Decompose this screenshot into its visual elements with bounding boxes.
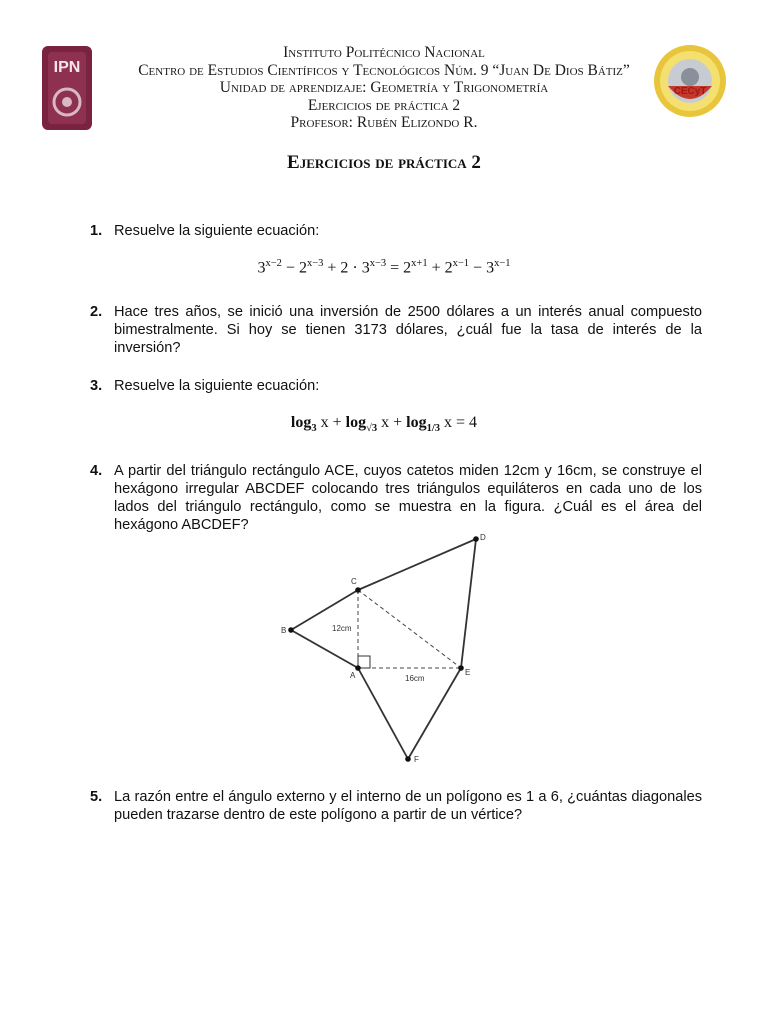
exercise-number: 2. xyxy=(90,304,103,320)
label-c: C xyxy=(351,577,357,586)
segment-ce xyxy=(358,590,461,668)
vertex-a xyxy=(355,665,361,671)
label-leg-ae: 16cm xyxy=(405,674,425,683)
exercise-text: Resuelve la siguiente ecuación: xyxy=(114,378,320,394)
exercise-text: Hace tres años, se inició una inversión de 2500 dólares a un interés anual compuesto bimestralmente. Si hoy se tienen 3173 dólares, ¿cuál fue la tasa de interés de la inversión? xyxy=(114,304,702,356)
equation-exponential: $3^{x-2} - 2^{x-3} + 2 \cdot 3^{x-3} = 2^{x+1} + 2^{x-1} - 3^{x-1}$ xyxy=(257,258,511,277)
exercise-number: 4. xyxy=(90,463,103,479)
label-b: B xyxy=(281,626,287,635)
header-school: Centro de Estudios Científicos y Tecnológicos Núm. 9 “Juan De Dios Bátiz” xyxy=(138,61,630,79)
header-institution: Instituto Politécnico Nacional xyxy=(283,44,485,61)
exercise-text: A partir del triángulo rectángulo ACE, cuyos catetos miden 12cm y 16cm, se construye el hexágono irregular ABCDEF colocando tres triángulos equiláteros en cada uno de los lados del triángulo rectángulo, como se muestra en la figura. ¿Cuál es el área del hexágono ABCDEF? xyxy=(114,463,702,533)
header-assignment: Ejercicios de práctica 2 xyxy=(307,96,461,114)
header-course: Unidad de aprendizaje: Geometría y Trigonometría xyxy=(219,79,549,96)
label-a: A xyxy=(350,671,356,680)
cecyt-logo-text: CECyT xyxy=(673,86,707,97)
exercise-4 xyxy=(90,462,702,534)
vertex-f xyxy=(405,756,411,762)
label-leg-ac: 12cm xyxy=(332,624,352,633)
exercise-text: La razón entre el ángulo externo y el interno de un polígono es 1 a 6, ¿cuántas diagonales pueden trazarse dentro de este polígono a partir de un vértice? xyxy=(114,789,702,823)
hexagon-figure xyxy=(276,530,492,768)
segment-cd xyxy=(358,539,476,590)
exercise-text: Resuelve la siguiente ecuación: xyxy=(114,223,320,239)
page-title: Ejercicios de práctica 2 xyxy=(287,152,481,173)
ipn-logo-text: IPN xyxy=(53,59,81,76)
exercise-1 xyxy=(90,222,702,240)
segment-de xyxy=(461,539,476,668)
exercise-number: 1. xyxy=(90,223,103,239)
label-d: D xyxy=(480,533,486,542)
exercise-number: 3. xyxy=(90,378,103,394)
label-f: F xyxy=(414,755,419,764)
segment-ab xyxy=(291,630,358,668)
vertex-b xyxy=(288,627,294,633)
label-e: E xyxy=(465,668,471,677)
vertex-e xyxy=(458,665,464,671)
header-professor: Profesor: Rubén Elizondo R. xyxy=(290,114,478,131)
exercise-2 xyxy=(90,303,702,357)
equation-logarithmic: $\log_3 x + \log_{√3} x + \log_{1/3} x = 4$ xyxy=(290,414,478,435)
segment-fa xyxy=(358,668,408,759)
exercise-5 xyxy=(90,788,702,824)
exercise-number: 5. xyxy=(90,789,103,805)
vertex-c xyxy=(355,587,361,593)
exercise-3 xyxy=(90,377,702,395)
vertex-d xyxy=(473,536,479,542)
document-header xyxy=(0,44,768,132)
